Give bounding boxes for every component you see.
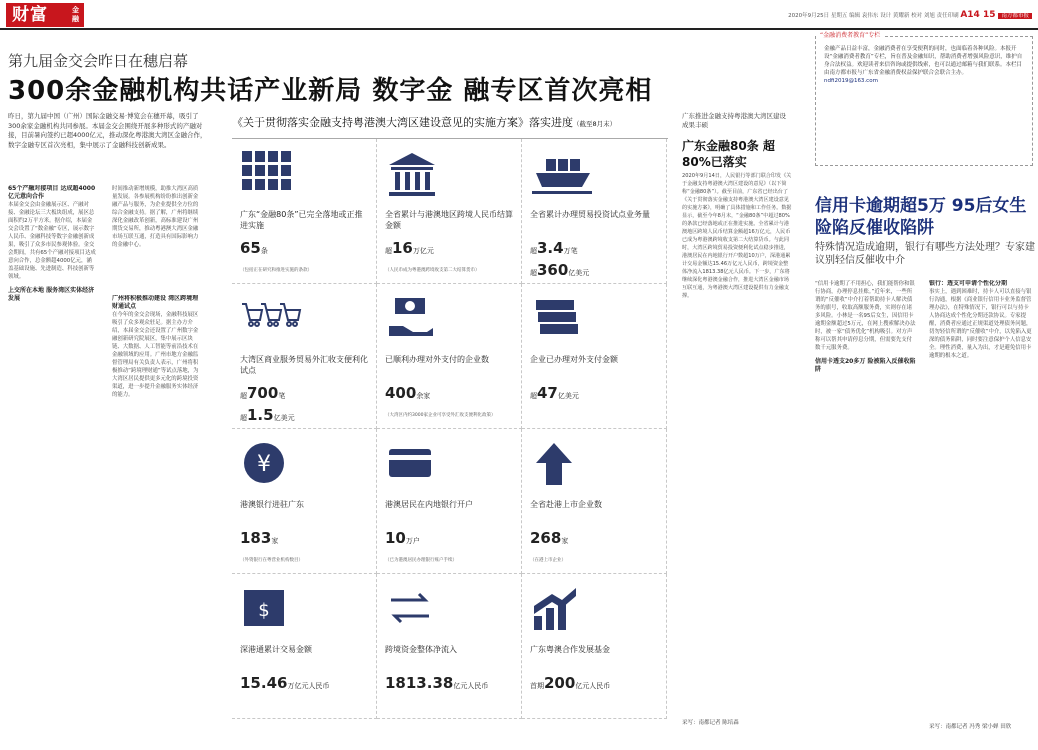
infographic-cell [232,429,377,574]
cell-note: （包括正在研究和推进实施的条款） [240,268,312,273]
cell-label: 全省累计与港澳地区跨境人民币结算金额 [385,210,513,230]
infographic-cell [232,284,377,429]
cell-value: 超16万亿元 [385,239,434,257]
infographic-cell [377,429,522,574]
infographic-grid [232,138,668,720]
kicker: 第九届金交会昨日在穗启幕 [8,52,189,70]
infographic-title: 《关于贯彻落实金融支持粤港澳大湾区建设意见的实施方案》落实进度（截至8月末） [232,116,617,129]
cell-value: 超700笔 [240,384,286,402]
masthead [0,0,1038,30]
card-icon [387,441,437,493]
infographic-cell [232,139,377,284]
cell-label: 已顺利办理对外支付的企业数 [385,355,489,364]
cell-value: 1813.38亿元人民币 [385,674,489,692]
cell-label: 港澳居民在内地银行开户 [385,500,473,509]
article3-subhead: 特殊情况造成逾期，银行有哪些方法处理？专家建议别轻信反催收中介 [815,242,1035,266]
infographic-cell [522,574,667,719]
cell-value: 183家 [240,529,279,547]
money-hand-icon [387,296,437,348]
page-headline: 300余金融机构共话产业新局 数字金 融专区首次亮相 [8,76,653,106]
cell-value-2: 超1.5亿美元 [240,406,295,424]
article3-credit: 采写：南都记者 冯秀 梁小婵 田欣 [929,724,1012,730]
infographic-cell [377,574,522,719]
cell-note: （人民币成为粤港澳跨境收支第二大结算货币） [385,268,480,273]
article-column-3: 广州将积极推动建设 湾区跨境理财通试点 在今年的金交会现场，金融科技展区吸引了众多观众驻足。据主办方介绍，本届金交会还设置了广州数字金融创新研究院展区，集中展示区块链、大数据、人工智能等前沿技术在金融领域的应用。广州市地方金融监督管理局有关负责人表示，广州将积极推动“跨境理财通”等试点落地，为大湾区居民提供更多元化的跨境投资渠道，进一步提升金融服务实体经济的能力。 [112,295,202,720]
infographic-cell [377,284,522,429]
cell-note: （大湾区内约3000家企业可享受外汇收支便利化政策） [385,413,496,418]
cart-icon [242,296,302,348]
cell-value-2: 超360亿美元 [530,261,590,279]
yuan-bank-icon [242,441,292,493]
cell-value: 400余家 [385,384,431,402]
arrow-up-icon [532,441,582,493]
infographic-cell [232,574,377,719]
svg-text:$: $ [258,600,270,621]
cell-value: 268家 [530,529,569,547]
cell-label: 全省累计办理贸易投资试点业务量 [530,210,650,219]
subhead: 银行：透支可申请个性化分期 [929,280,1008,287]
cell-label: 港澳银行进驻广东 [240,500,304,509]
infographic-cell [522,284,667,429]
lead-paragraph: 昨日，第九届中国（广州）国际金融交易·博览会在穗开幕，吸引了300余家金融机构共同参展。本届金交会围绕开展多种形式的产融对接，目前暑向签约已超4000亿元，推动深化粤港澳大湾区金融合作，数字金融专区首次亮相，集中展示了金融科技创新成果。 [8,112,207,149]
article3-headline: 信用卡逾期超5万 95后女生险陷反催收陷阱 [815,196,1027,238]
cell-label: 深港通累计交易金额 [240,645,312,654]
cell-value: 首期200亿元人民币 [530,674,611,692]
cell-value: 65条 [240,239,268,257]
sidebar-box [815,32,1033,166]
subhead: 广州将积极推动建设 湾区跨境理财通试点 [112,295,199,310]
sidebar-title: “金融消费者教育”专栏 [816,32,884,40]
cargo-ship-icon [532,151,592,203]
cell-note: （在港上市企业） [530,558,566,563]
transfer-icon [387,586,437,638]
bank-icon [387,151,437,203]
section-logo: 财富 金融 [6,3,84,27]
infographic-cell [377,139,522,284]
cell-value: 10万户 [385,529,420,547]
subhead: 65个产融对接项目 达成超4000亿元意向合作 [8,185,96,200]
growth-chart-icon [532,586,582,638]
cell-label: 企业已办理对外支付金额 [530,355,618,364]
article2-headline: 广东金融80条 超80%已落实 [682,139,775,169]
infographic-cell [522,429,667,574]
cell-label: 广东“金融80条”已完全落地或正推进实施 [240,210,363,230]
subhead: 上交所在本地 服务湾区实体经济发展 [8,287,95,302]
sidebar-email[interactable]: ndfi2019@163.com [824,78,878,84]
article-column-2: 时间推动新增规模，助推大湾区高质量发展。各参展机构纷纷推出创新金融产品与服务，为企业提供全方位的综合金融支持。据了解，广州将继续深化金融改革创新，高标准建设广州期货交易所，推动粤港澳大湾区金融市场互联互通，打造具有国际影响力的金融中心。 [112,186,199,248]
article2-kicker: 广东推进金融支持粤港澳大湾区建设成果丰硕 [682,112,786,129]
svg-text:¥: ¥ [257,452,271,477]
cell-value: 15.46万亿元人民币 [240,674,330,692]
cell-label: 广东粤澳合作发展基金 [530,645,610,654]
cell-label: 大湾区商业服务贸易外汇收支便利化试点 [240,355,368,375]
exchange-icon [242,586,292,638]
article2-body: 2020年9月14日，人民银行等部门联合印发《关于金融支持粤港澳大湾区建设的意见》（以下简称“金融80条”）。截至目前，广东省已经出台了《关于贯彻落实金融支持粤港澳大湾区建设意见的实施方案》，明确了具体措施和工作任务。数据显示，截至今年8月末，“金融80条”中超过80%的条款已经落地或正在推进实施。全省累计与港澳地区跨境人民币结算金额超16万亿元，人民币已成为粤港澳跨境收支第二大结算货币。与此同时，大湾区跨境贸易投资便利化试点稳步推进，港澳居民在内地银行开户数超10万户，深港通累计交易金额达15.46万亿元人民币，跨境资金整体净流入1813.38亿元人民币。下一步，广东将继续深化粤港澳金融合作，推进大湾区金融市场互联互通，为粤港澳大湾区建设提供有力金融支撑。 [682,173,792,299]
infographic-cell [522,139,667,284]
article3-column-1: “信用卡逾期了不用担心，我们能帮你和银行协商，办理停息挂账。”近年来，一些所谓的“反催收”中介打着帮助持卡人解决债务的旗号，收取高额服务费，实则存在诸多风险。小林是一名95后女生，因信用卡逾期金额超过5万元，在网上搜索解决办法时，被一家“债务优化”机构吸引。对方声称可以帮其申请停息分期，但需要先支付数千元服务费。 信用卡透支20多万 险被陷入反催收陷阱 [815,281,916,373]
article3-column-2: 银行：透支可申请个性化分期 事实上，遇到困难时，持卡人可以直接与银行沟通，根据《商业银行信用卡业务监督管理办法》，在特殊情况下，银行可以与持卡人协商达成个性化分期还款协议。专家提醒，消费者应通过正规渠道处理债务问题，切勿轻信所谓的“反催收”中介，以免陷入更深的债务陷阱，同时要注意保护个人信息安全。理性消费，量入为出，才是避免信用卡逾期的根本之道。 [929,280,1032,359]
cash-stack-icon [532,296,582,348]
cell-label: 跨境资金整体净流入 [385,645,457,654]
grid-icon [242,151,298,203]
cell-value: 超3.4万笔 [530,239,578,257]
sidebar-text: 金融产品日益丰富，金融消费者在享受便利的同时，也面临着各种风险。本报开设“金融消费者教育”专栏，旨在普及金融知识，帮助消费者增强风险意识，维护自身合法权益。欢迎读者来信咨询或提供线索，也可以通过邮箱与我们联系。本栏目由南方都市报与广东省金融消费权益保护联合会联合主办。 [824,46,1023,76]
article-column-1: 65个产融对接项目 达成超4000亿元意向合作 本届金交会由金融展示区、产融对接、金融论坛三大板块组成，展区总面积约2万平方米。据介绍，本届金交会设置了“数金融”专区，展示数字人民币、金融科技等数字金融创新成果，吸引了众多市民参观体验。金交会期间，共有65个产融对接项目达成意向合作，总金额超4000亿元，涵盖基础设施、先进制造、科技创新等领域。 上交所在本地 服务湾区实体经济发展 [8,185,96,302]
cell-value: 超47亿美元 [530,384,579,402]
cell-note: （外资银行在粤营业机构数目） [240,558,303,563]
cell-note: （已为港澳居民办理银行账户手续） [385,558,457,563]
article2-credit: 采写：南都记者 陈培森 [682,720,739,726]
dateline: 2020年9月25日 星期五 编辑 袁伟东 设计 黄耀新 校对 刘旭 责任印刷 A14 15 南方都市报 [788,10,1032,20]
subhead: 信用卡透支20多万 险被陷入反催收陷阱 [815,358,916,373]
cell-label: 全省赴港上市企业数 [530,500,602,509]
